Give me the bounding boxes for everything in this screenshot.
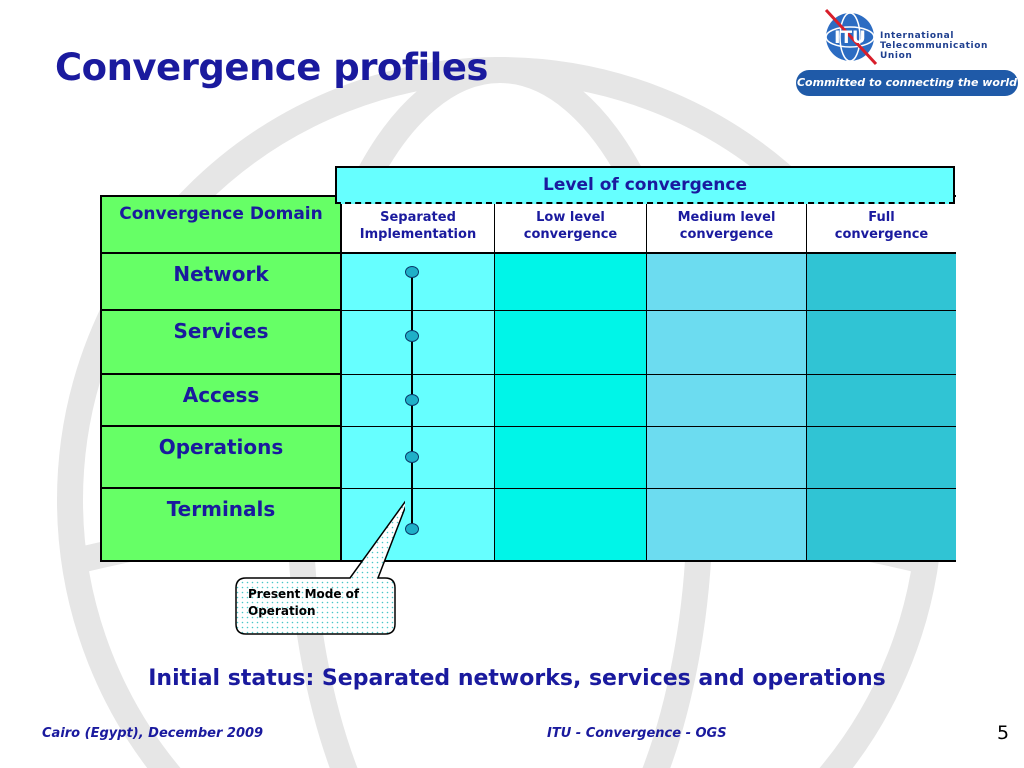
logo-line-2: Telecommunication (880, 41, 988, 51)
marker-network (405, 266, 419, 278)
column-header-line-1: Full (868, 210, 895, 225)
column-header-full (807, 197, 956, 254)
logo-tagline: Committed to connecting the world (796, 70, 1018, 96)
column-header-line-2: Implementation (359, 227, 477, 242)
row-label-access: Access (102, 375, 340, 427)
itu-logo (796, 4, 1018, 96)
footer-location-date: Cairo (Egypt), December 2009 (42, 726, 264, 741)
logo-text (880, 31, 988, 61)
callout-text (248, 586, 359, 620)
row-divider (342, 310, 956, 311)
itu-emblem-icon (818, 4, 882, 68)
column-header-line-2: convergence (834, 227, 929, 242)
level-of-convergence-header: Level of convergence (335, 166, 955, 204)
callout-line-2: Operation (248, 604, 316, 618)
row-divider (342, 426, 956, 427)
logo-emblem-text: ITU (834, 28, 866, 48)
row-label-terminals: Terminals (166, 497, 276, 521)
column-header-line-2: convergence (523, 227, 618, 242)
column-header-line-2: convergence (679, 227, 774, 242)
marker-operations (405, 451, 419, 463)
status-text: Initial status: Separated networks, services and operations (148, 666, 886, 691)
convergence-table (100, 195, 956, 562)
column-header-medium-level (647, 197, 807, 254)
marker-access (405, 394, 419, 406)
row-divider (342, 488, 956, 489)
marker-terminals (405, 523, 419, 535)
page-title: Convergence profiles (55, 46, 488, 89)
callout-line-1: Present Mode of (248, 587, 360, 601)
footer-center: ITU - Convergence - OGS (547, 726, 727, 741)
column-header-line-1: Separated (380, 210, 456, 225)
row-label-network: Network (102, 254, 340, 311)
marker-services (405, 330, 419, 342)
row-label-operations: Operations (102, 427, 340, 489)
page-number: 5 (997, 722, 1010, 744)
domain-header: Convergence Domain (102, 197, 340, 254)
logo-line-3: Union (880, 51, 913, 61)
column-header-line-1: Medium level (677, 210, 776, 225)
column-header-separated (342, 197, 495, 254)
logo-line-1: International (880, 31, 955, 41)
row-divider (342, 374, 956, 375)
row-label-services: Services (102, 311, 340, 375)
column-header-line-1: Low level (536, 210, 605, 225)
column-header-low-level (495, 197, 647, 254)
